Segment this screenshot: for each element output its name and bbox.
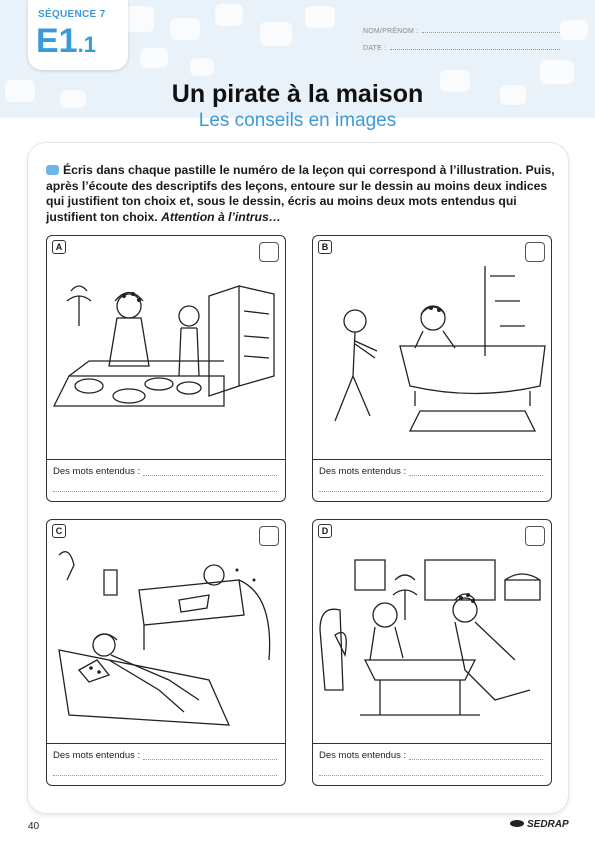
words-section <box>313 459 551 502</box>
sequence-code <box>36 24 96 58</box>
date-line[interactable] <box>390 49 560 50</box>
instructions-text: Écris dans chaque pastille le numéro de la leçon qui correspond à l’illustration. Puis, après l’écoute des descriptifs des leçons, entoure sur le dessin au moins deux indices qui justifient ton choix et, sous le dessin, écris au moins deux mots entendus qui justifient ton choix. <box>46 163 555 224</box>
sequence-label: SÉQUENCE 7 <box>38 9 106 20</box>
panel-letter: D <box>318 524 332 538</box>
answer-line[interactable] <box>143 475 277 476</box>
panel-b <box>312 235 552 502</box>
page-subtitle: Les conseils en images <box>198 110 397 131</box>
instructions <box>46 163 556 225</box>
name-label: NOM/PRÉNOM : <box>363 28 419 35</box>
date-field[interactable] <box>363 45 560 52</box>
panel-a <box>46 235 286 502</box>
panel-c <box>46 519 286 786</box>
words-section <box>47 459 285 502</box>
answer-line[interactable] <box>319 775 543 776</box>
answer-line[interactable] <box>143 759 277 760</box>
speech-bubble-icon <box>46 165 59 175</box>
sedrap-logo-icon <box>510 820 524 827</box>
page-title: Un pirate à la maison <box>171 80 424 108</box>
panel-letter: C <box>52 524 66 538</box>
sequence-code-sub: .1 <box>77 32 96 57</box>
words-section <box>313 743 551 786</box>
illustration-bedroom <box>49 540 283 740</box>
answer-line[interactable] <box>53 491 277 492</box>
answer-line[interactable] <box>409 759 543 760</box>
name-line[interactable] <box>422 32 560 33</box>
illustration-living-room <box>315 540 549 740</box>
words-section <box>47 743 285 786</box>
words-label: Des mots entendus : <box>53 466 141 477</box>
publisher-brand <box>510 819 569 830</box>
sequence-code-main: E1 <box>36 22 78 60</box>
page-number: 40 <box>28 821 40 832</box>
answer-line[interactable] <box>409 475 543 476</box>
instructions-emphasis: Attention à l’intrus… <box>161 209 281 224</box>
words-label: Des mots entendus : <box>53 750 141 761</box>
name-field[interactable] <box>363 28 560 35</box>
publisher-name: SEDRAP <box>527 819 569 830</box>
panel-letter: B <box>318 240 332 254</box>
date-label: DATE : <box>363 45 387 52</box>
words-label: Des mots entendus : <box>319 750 407 761</box>
answer-line[interactable] <box>319 491 543 492</box>
illustration-kitchen <box>49 256 283 456</box>
answer-line[interactable] <box>53 775 277 776</box>
panel-d <box>312 519 552 786</box>
panel-letter: A <box>52 240 66 254</box>
words-label: Des mots entendus : <box>319 466 407 477</box>
illustration-bathroom <box>315 256 549 456</box>
